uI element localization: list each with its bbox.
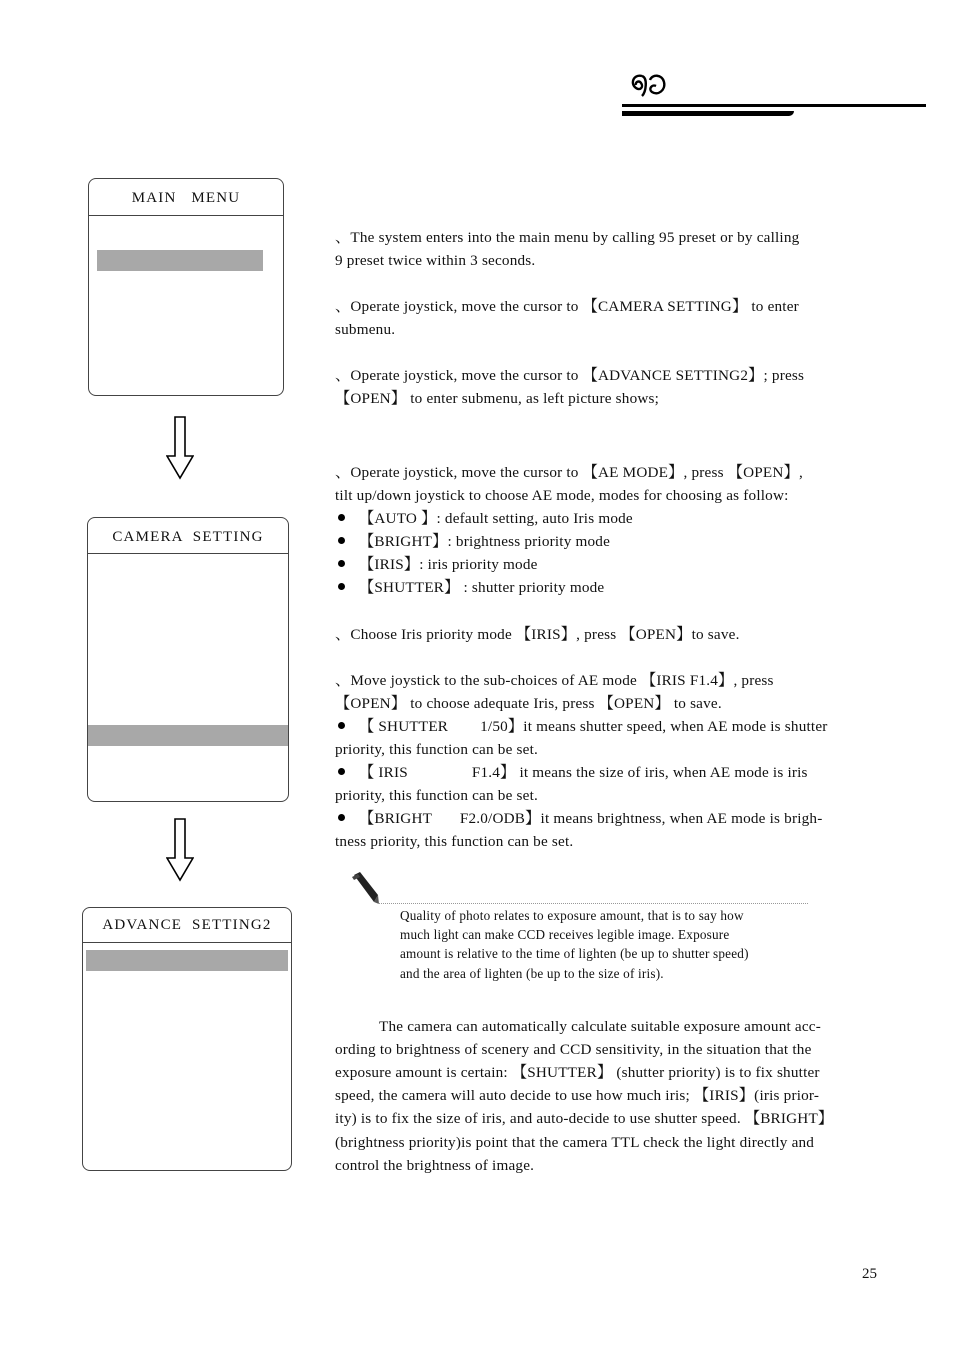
- bullet-icon: [338, 583, 345, 590]
- menu-cursor-highlight: [97, 250, 263, 271]
- bullet-icon: [338, 814, 345, 821]
- note-line: amount is relative to the time of lighten (be up to shutter speed): [400, 946, 749, 961]
- explanation-line: The camera can automatically calculate suitable exposure amount acc-: [379, 1018, 822, 1035]
- main-menu-box: [88, 178, 284, 396]
- bullet-icon: [338, 537, 345, 544]
- page-number: 25: [862, 1266, 877, 1282]
- step2-line1: 、Operate joystick, move the cursor to 【CAMERA SETTING】 to enter: [335, 298, 799, 315]
- explanation-line: exposure amount is certain: 【SHUTTER】 (shutter priority) is to fix shutter: [335, 1064, 820, 1081]
- step5-line: 、Choose Iris priority mode 【IRIS】, press 【OPEN】to save.: [335, 626, 740, 643]
- mode-item-shutter: [338, 576, 604, 599]
- camera-setting-title: CAMERA SETTING: [112, 529, 264, 545]
- menu-separator: [83, 942, 291, 943]
- step6-line1: 、Move joystick to the sub-choices of AE mode 【IRIS F1.4】, press: [335, 672, 774, 689]
- sub-choice-bright-cont: tness priority, this function can be set.: [335, 833, 574, 850]
- note-divider: [378, 903, 808, 904]
- mode-label: 【BRIGHT】: brightness priority mode: [359, 533, 611, 550]
- explanation-line: control the brightness of image.: [335, 1157, 535, 1174]
- mode-label: 【AUTO 】: default setting, auto Iris mode: [359, 510, 633, 527]
- menu-separator: [88, 553, 288, 554]
- step3-line2: 【OPEN】 to enter submenu, as left picture shows;: [335, 390, 660, 407]
- advance-setting2-title: ADVANCE SETTING2: [102, 917, 272, 933]
- menu-cursor-highlight: [88, 725, 288, 746]
- step4-line1: 、Operate joystick, move the cursor to 【AE MODE】, press 【OPEN】,: [335, 464, 803, 481]
- mode-item-auto: [338, 507, 633, 530]
- menu-cursor-highlight: [86, 950, 288, 971]
- mode-item-iris: [338, 553, 538, 576]
- explanation-line: speed, the camera will auto decide to use how much iris; 【IRIS】(iris prior-: [335, 1087, 820, 1104]
- note-line: much light can make CCD receives legible image. Exposure: [400, 927, 730, 942]
- note-line: Quality of photo relates to exposure amount, that is to say how: [400, 908, 744, 923]
- down-arrow-icon: [166, 818, 194, 882]
- sub-choice-text: 【 IRIS F1.4】 it means the size of iris, when AE mode is iris: [359, 764, 808, 781]
- camera-setting-box: [87, 517, 289, 802]
- sub-choice-iris: [338, 761, 808, 784]
- bullet-icon: [338, 560, 345, 567]
- bullet-icon: [338, 722, 345, 729]
- main-menu-title: MAIN MENU: [131, 190, 241, 206]
- mode-item-bright: [338, 530, 610, 553]
- sub-choice-iris-cont: priority, this function can be set.: [335, 787, 538, 804]
- menu-separator: [89, 215, 283, 216]
- header-rule: [622, 104, 926, 107]
- step4-line2: tilt up/down joystick to choose AE mode, modes for choosing as follow:: [335, 487, 789, 504]
- sub-choice-shutter-cont: priority, this function can be set.: [335, 741, 538, 758]
- note-line: and the area of lighten (be up to the size of iris).: [400, 966, 664, 981]
- step2-line2: submenu.: [335, 321, 396, 338]
- sub-choice-shutter: [338, 715, 828, 738]
- step3-line1: 、Operate joystick, move the cursor to 【ADVANCE SETTING2】; press: [335, 367, 805, 384]
- header-rule-accent: [622, 111, 794, 116]
- down-arrow-icon: [166, 416, 194, 480]
- step1-line2: 9 preset twice within 3 seconds.: [335, 252, 536, 269]
- mode-label: 【SHUTTER】 : shutter priority mode: [359, 579, 605, 596]
- sub-choice-text: 【BRIGHT F2.0/ODB】it means brightness, when AE mode is brigh-: [359, 810, 823, 827]
- sub-choice-text: 【 SHUTTER 1/50】it means shutter speed, when AE mode is shutter: [359, 718, 828, 735]
- scroll-ornament-icon: [628, 70, 668, 100]
- bullet-icon: [338, 514, 345, 521]
- explanation-line: (brightness priority)is point that the camera TTL check the light directly and: [335, 1134, 815, 1151]
- advance-setting2-box: [82, 907, 292, 1171]
- step1-line1: 、The system enters into the main menu by calling 95 preset or by calling: [335, 229, 800, 246]
- sub-choice-bright: [338, 807, 822, 830]
- pencil-icon: [348, 871, 380, 905]
- step6-line2: 【OPEN】 to choose adequate Iris, press 【OPEN】 to save.: [335, 695, 722, 712]
- bullet-icon: [338, 768, 345, 775]
- mode-label: 【IRIS】: iris priority mode: [359, 556, 538, 573]
- explanation-line: ity) is to fix the size of iris, and auto-decide to use shutter speed. 【BRIGHT】: [335, 1110, 834, 1127]
- explanation-line: ording to brightness of scenery and CCD sensitivity, in the situation that the: [335, 1041, 812, 1058]
